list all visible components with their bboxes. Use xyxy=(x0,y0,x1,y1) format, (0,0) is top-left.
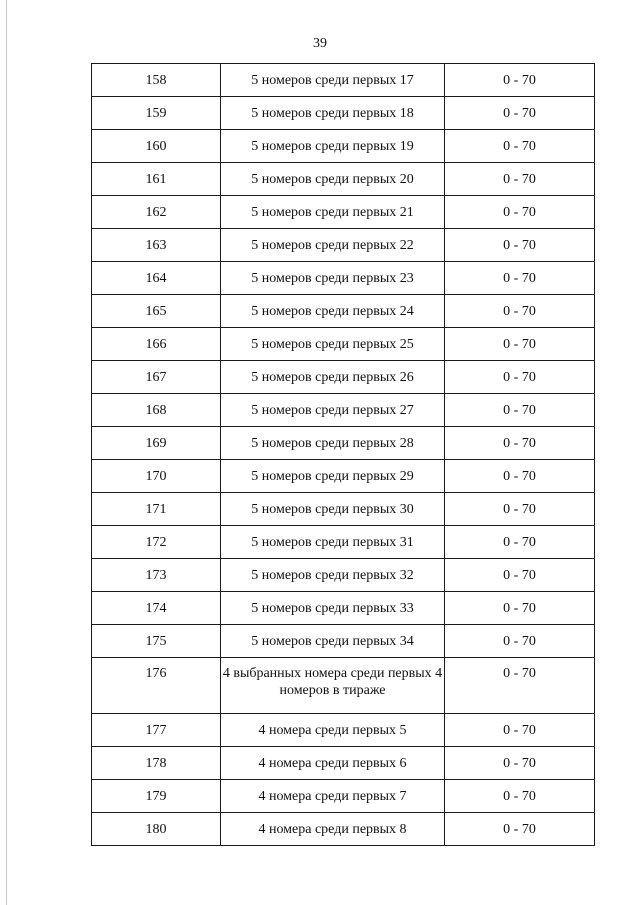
row-number-cell: 168 xyxy=(92,394,221,427)
row-description-cell: 5 номеров среди первых 27 xyxy=(221,394,445,427)
row-number-cell: 158 xyxy=(92,64,221,97)
row-number-cell: 165 xyxy=(92,295,221,328)
table-row xyxy=(92,64,595,97)
row-number-cell: 163 xyxy=(92,229,221,262)
row-range-cell: 0 - 70 xyxy=(445,295,595,328)
row-description-cell: 5 номеров среди первых 29 xyxy=(221,460,445,493)
row-number-cell: 170 xyxy=(92,460,221,493)
row-description-cell: 5 номеров среди первых 34 xyxy=(221,625,445,658)
scan-edge-line xyxy=(6,0,7,905)
table-row xyxy=(92,196,595,229)
row-number-cell: 175 xyxy=(92,625,221,658)
row-description-cell: 5 номеров среди первых 19 xyxy=(221,130,445,163)
table-row xyxy=(92,427,595,460)
table-row xyxy=(92,493,595,526)
table-row xyxy=(92,229,595,262)
row-description-cell: 5 номеров среди первых 31 xyxy=(221,526,445,559)
table-row xyxy=(92,163,595,196)
row-number-cell: 161 xyxy=(92,163,221,196)
row-description-cell: 5 номеров среди первых 32 xyxy=(221,559,445,592)
row-range-cell: 0 - 70 xyxy=(445,592,595,625)
row-range-cell: 0 - 70 xyxy=(445,658,595,714)
table-row xyxy=(92,394,595,427)
table-row xyxy=(92,625,595,658)
row-number-cell: 164 xyxy=(92,262,221,295)
table-row xyxy=(92,526,595,559)
row-range-cell: 0 - 70 xyxy=(445,361,595,394)
row-description-cell: 5 номеров среди первых 20 xyxy=(221,163,445,196)
row-description-cell: 5 номеров среди первых 18 xyxy=(221,97,445,130)
table-row xyxy=(92,559,595,592)
row-range-cell: 0 - 70 xyxy=(445,262,595,295)
row-description-cell: 5 номеров среди первых 24 xyxy=(221,295,445,328)
row-range-cell: 0 - 70 xyxy=(445,328,595,361)
row-number-cell: 167 xyxy=(92,361,221,394)
row-description-cell: 5 номеров среди первых 21 xyxy=(221,196,445,229)
row-number-cell: 176 xyxy=(92,658,221,714)
row-description-cell: 5 номеров среди первых 28 xyxy=(221,427,445,460)
row-range-cell: 0 - 70 xyxy=(445,427,595,460)
row-number-cell: 177 xyxy=(92,714,221,747)
row-range-cell: 0 - 70 xyxy=(445,625,595,658)
row-range-cell: 0 - 70 xyxy=(445,526,595,559)
row-number-cell: 172 xyxy=(92,526,221,559)
row-description-cell: 4 номера среди первых 5 xyxy=(221,714,445,747)
page-number: 39 xyxy=(313,36,327,51)
row-description-cell: 5 номеров среди первых 26 xyxy=(221,361,445,394)
table-row xyxy=(92,813,595,846)
row-number-cell: 171 xyxy=(92,493,221,526)
row-number-cell: 166 xyxy=(92,328,221,361)
row-number-cell: 174 xyxy=(92,592,221,625)
row-range-cell: 0 - 70 xyxy=(445,780,595,813)
row-description-cell: 4 номера среди первых 8 xyxy=(221,813,445,846)
row-range-cell: 0 - 70 xyxy=(445,747,595,780)
table-row xyxy=(92,714,595,747)
table-row xyxy=(92,295,595,328)
row-range-cell: 0 - 70 xyxy=(445,813,595,846)
table-row xyxy=(92,130,595,163)
table-row xyxy=(92,592,595,625)
row-range-cell: 0 - 70 xyxy=(445,460,595,493)
table-row xyxy=(92,780,595,813)
row-number-cell: 162 xyxy=(92,196,221,229)
row-number-cell: 159 xyxy=(92,97,221,130)
row-number-cell: 160 xyxy=(92,130,221,163)
row-number-cell: 173 xyxy=(92,559,221,592)
table-row xyxy=(92,328,595,361)
row-range-cell: 0 - 70 xyxy=(445,97,595,130)
table-row xyxy=(92,460,595,493)
row-description-cell: 5 номеров среди первых 22 xyxy=(221,229,445,262)
row-description-cell: 5 номеров среди первых 17 xyxy=(221,64,445,97)
row-range-cell: 0 - 70 xyxy=(445,493,595,526)
row-number-cell: 169 xyxy=(92,427,221,460)
table-row xyxy=(92,262,595,295)
row-description-cell: 5 номеров среди первых 30 xyxy=(221,493,445,526)
table-row xyxy=(92,658,595,714)
row-range-cell: 0 - 70 xyxy=(445,163,595,196)
row-description-cell: 5 номеров среди первых 23 xyxy=(221,262,445,295)
row-range-cell: 0 - 70 xyxy=(445,714,595,747)
row-description-cell: 4 номера среди первых 6 xyxy=(221,747,445,780)
row-range-cell: 0 - 70 xyxy=(445,229,595,262)
row-range-cell: 0 - 70 xyxy=(445,196,595,229)
row-number-cell: 178 xyxy=(92,747,221,780)
row-description-cell: 4 номера среди первых 7 xyxy=(221,780,445,813)
bet-types-table xyxy=(91,63,595,846)
row-range-cell: 0 - 70 xyxy=(445,559,595,592)
table-row xyxy=(92,97,595,130)
row-range-cell: 0 - 70 xyxy=(445,64,595,97)
row-description-cell: 4 выбранных номера среди первых 4 номеров в тираже xyxy=(221,658,445,714)
row-number-cell: 179 xyxy=(92,780,221,813)
table-row xyxy=(92,747,595,780)
row-range-cell: 0 - 70 xyxy=(445,130,595,163)
row-description-cell: 5 номеров среди первых 25 xyxy=(221,328,445,361)
row-number-cell: 180 xyxy=(92,813,221,846)
row-description-cell: 5 номеров среди первых 33 xyxy=(221,592,445,625)
table-row xyxy=(92,361,595,394)
row-range-cell: 0 - 70 xyxy=(445,394,595,427)
